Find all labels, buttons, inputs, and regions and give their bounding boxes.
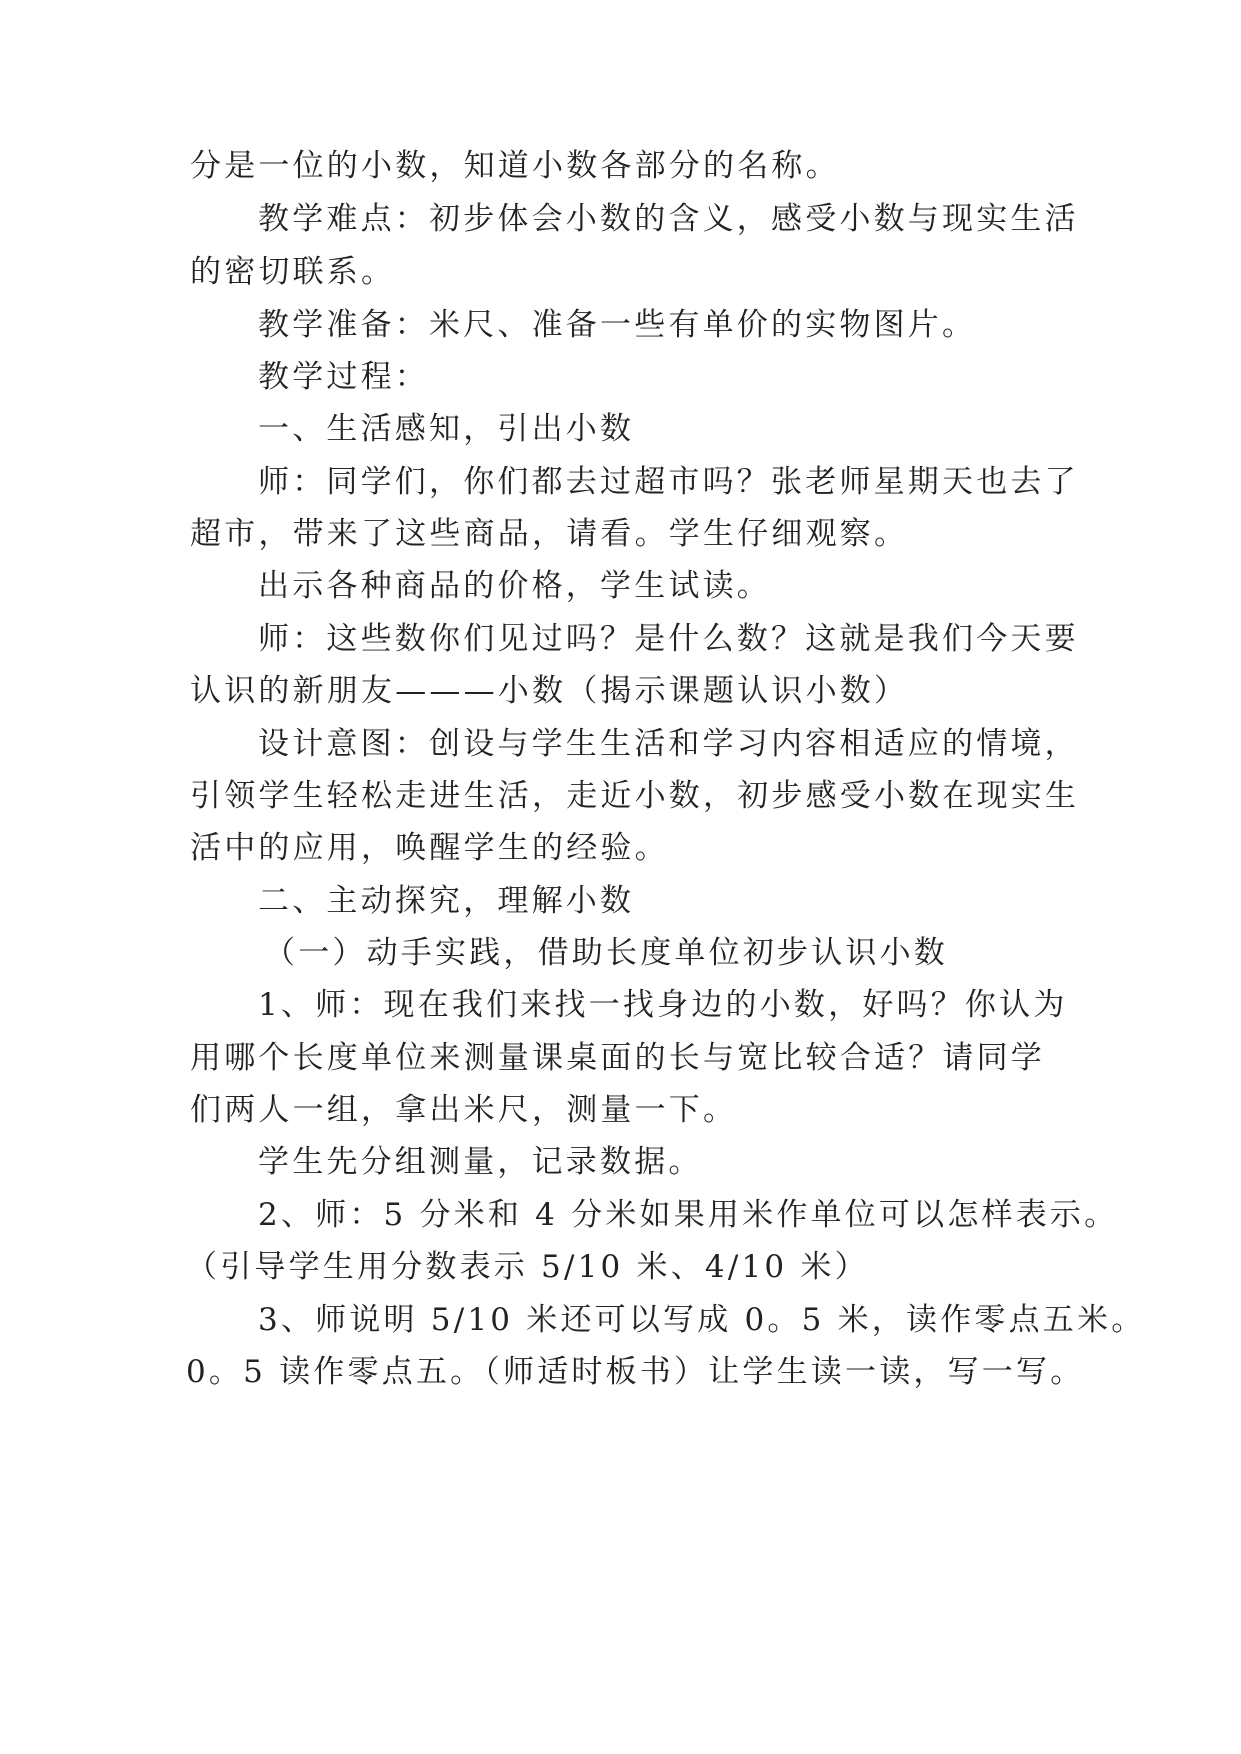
paragraph-line: （引导学生用分数表示 5/10 米、4/10 米） — [186, 1249, 869, 1285]
paragraph-line: 认识的新朋友———小数（揭示课题认识小数） — [190, 673, 909, 709]
paragraph-line: 1、师：现在我们来找一找身边的小数，好吗？你认为 — [258, 987, 1068, 1023]
paragraph-line: 师：这些数你们见过吗？是什么数？这就是我们今天要 — [258, 621, 1079, 657]
paragraph-line: 学生先分组测量，记录数据。 — [258, 1144, 703, 1180]
paragraph-line: 教学难点：初步体会小数的含义，感受小数与现实生活 — [258, 201, 1079, 237]
paragraph-line: 超市，带来了这些商品，请看。学生仔细观察。 — [190, 516, 909, 552]
section-heading: 二、主动探究，理解小数 — [258, 883, 635, 919]
paragraph-line: 引领学生轻松走进生活，走近小数，初步感受小数在现实生 — [190, 778, 1080, 814]
paragraph-line: 教学准备：米尺、准备一些有单价的实物图片。 — [258, 307, 977, 343]
subsection-heading: （一）动手实践，借助长度单位初步认识小数 — [264, 935, 948, 971]
paragraph-line: 设计意图：创设与学生生活和学习内容相适应的情境， — [258, 726, 1079, 762]
paragraph-line: 2、师：5 分米和 4 分米如果用米作单位可以怎样表示。 — [258, 1197, 1119, 1233]
paragraph-line: 活中的应用，唤醒学生的经验。 — [190, 830, 669, 866]
paragraph-line: 师：同学们，你们都去过超市吗？张老师星期天也去了 — [258, 464, 1079, 500]
section-heading: 一、生活感知，引出小数 — [258, 411, 635, 447]
paragraph-line: 0。5 读作零点五。（师适时板书）让学生读一读，写一写。 — [186, 1354, 1085, 1390]
paragraph-line: 们两人一组，拿出米尺，测量一下。 — [190, 1092, 738, 1128]
paragraph-line: 出示各种商品的价格，学生试读。 — [258, 568, 771, 604]
paragraph-line: 分是一位的小数，知道小数各部分的名称。 — [190, 148, 840, 184]
paragraph-line: 的密切联系。 — [190, 254, 396, 290]
paragraph-line: 3、师说明 5/10 米还可以写成 0。5 米，读作零点五米。 — [258, 1302, 1146, 1338]
paragraph-line: 教学过程： — [258, 359, 429, 395]
paragraph-line: 用哪个长度单位来测量课桌面的长与宽比较合适？请同学 — [190, 1040, 1045, 1076]
